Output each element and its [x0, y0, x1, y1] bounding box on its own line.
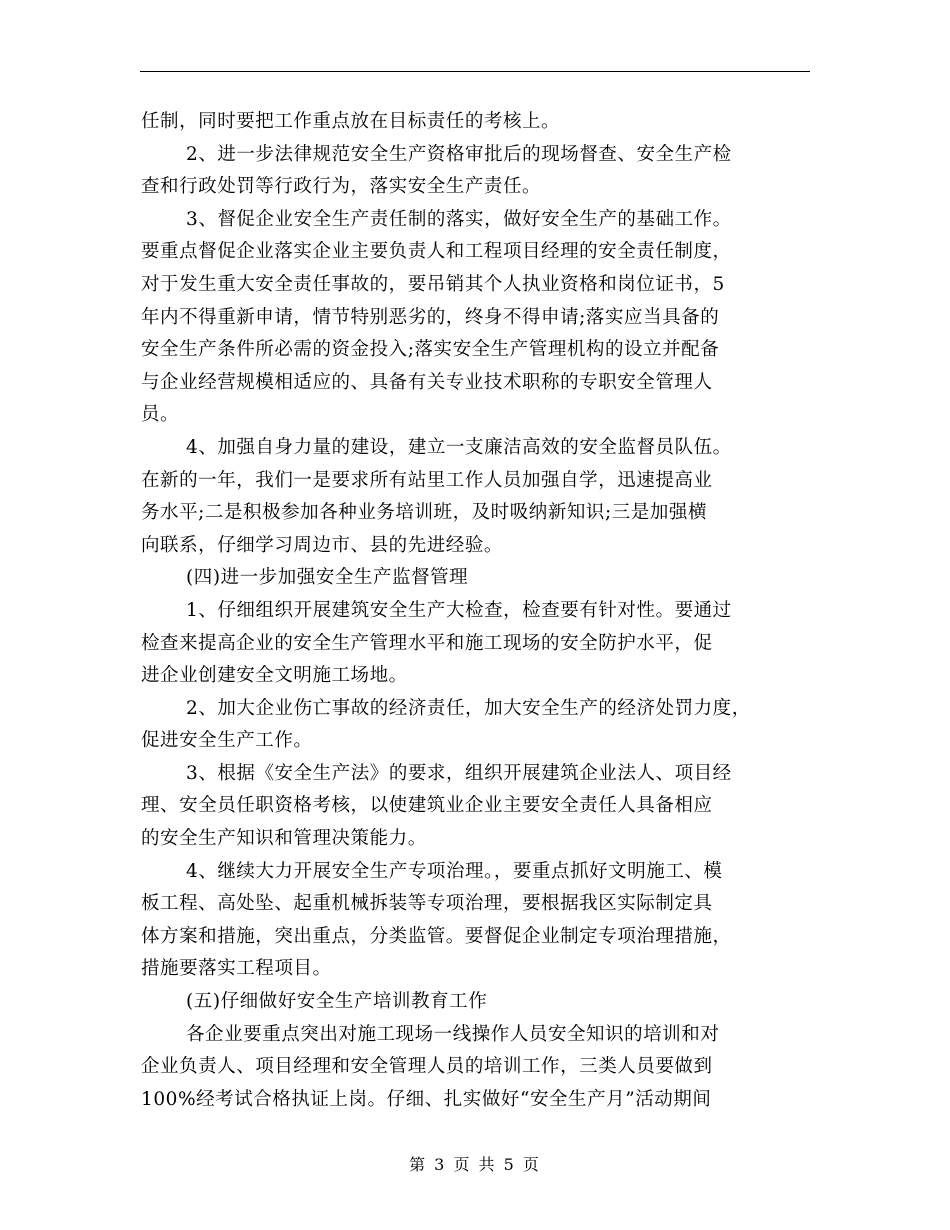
text-line: 的安全生产知识和管理决策能力。 — [141, 828, 427, 850]
text-line: 2、进一步法律规范安全生产资格审批后的现场督查、安全生产检 — [186, 143, 732, 165]
text-line: 安全生产条件所必需的资金投入;落实安全生产管理机构的设立并配备 — [141, 339, 720, 361]
text-line: 与企业经营规模相适应的、具备有关专业技术职称的专职安全管理人 — [141, 371, 713, 393]
text-line: 企业负责人、项目经理和安全管理人员的培训工作，三类人员要做到 — [141, 1056, 713, 1078]
text-line: 员。 — [141, 404, 180, 426]
text-line: 3、根据《安全生产法》的要求，组织开展建筑企业法人、项目经 — [186, 762, 732, 784]
text-line: 在新的一年，我们一是要求所有站里工作人员加强自学，迅速提高业 — [141, 469, 713, 491]
text-line: 100%经考试合格执证上岗。仔细、扎实做好“安全生产月”活动期间 — [141, 1088, 712, 1110]
text-line: 板工程、高处坠、起重机械拆装等专项治理，要根据我区实际制定具 — [141, 893, 713, 915]
text-line: 3、督促企业安全生产责任制的落实，做好安全生产的基础工作。 — [186, 208, 732, 230]
document-body — [141, 106, 813, 1116]
text-line: 向联系，仔细学习周边市、县的先进经验。 — [141, 534, 503, 556]
page-footer: 第 3 页 共 5 页 — [409, 1155, 541, 1174]
text-line: 各企业要重点突出对施工现场一线操作人员安全知识的培训和对 — [186, 1023, 720, 1045]
text-line: 任制，同时要把工作重点放在目标责任的考核上。 — [141, 111, 561, 132]
text-line: 1、仔细组织开展建筑安全生产大检查，检查要有针对性。要通过 — [186, 599, 732, 621]
text-line: (五)仔细做好安全生产培训教育工作 — [186, 991, 488, 1013]
text-line: 体方案和措施，突出重点，分类监管。要督促企业制定专项治理措施， — [141, 925, 732, 947]
text-line: 要重点督促企业落实企业主要负责人和工程项目经理的安全责任制度， — [141, 241, 732, 263]
text-line: 4、加强自身力量的建设，建立一支廉洁高效的安全监督员队伍。 — [186, 436, 732, 458]
header-rule — [140, 71, 810, 72]
text-line: 进企业创建安全文明施工场地。 — [141, 665, 408, 687]
text-line: 务水平;二是积极参加各种业务培训班，及时吸纳新知识;三是加强横 — [141, 502, 708, 524]
text-line: 查和行政处罚等行政行为，落实安全生产责任。 — [141, 176, 542, 198]
text-line: 年内不得重新申请，情节特别恶劣的，终身不得申请;落实应当具备的 — [141, 306, 720, 328]
text-line: 2、加大企业伤亡事故的经济责任，加大安全生产的经济处罚力度， — [186, 697, 751, 719]
text-line: 措施要落实工程项目。 — [141, 958, 332, 980]
text-line: 检查来提高企业的安全生产管理水平和施工现场的安全防护水平，促 — [141, 632, 713, 654]
text-line: 4、继续大力开展安全生产专项治理。，要重点抓好文明施工、模 — [186, 860, 723, 882]
text-line: 理、安全员任职资格考核，以使建筑业企业主要安全责任人具备相应 — [141, 795, 713, 817]
text-line: 促进安全生产工作。 — [141, 730, 313, 752]
text-line: (四)进一步加强安全生产监督管理 — [186, 567, 469, 589]
text-line: 对于发生重大安全责任事故的，要吊销其个人执业资格和岗位证书，5 — [141, 273, 725, 295]
